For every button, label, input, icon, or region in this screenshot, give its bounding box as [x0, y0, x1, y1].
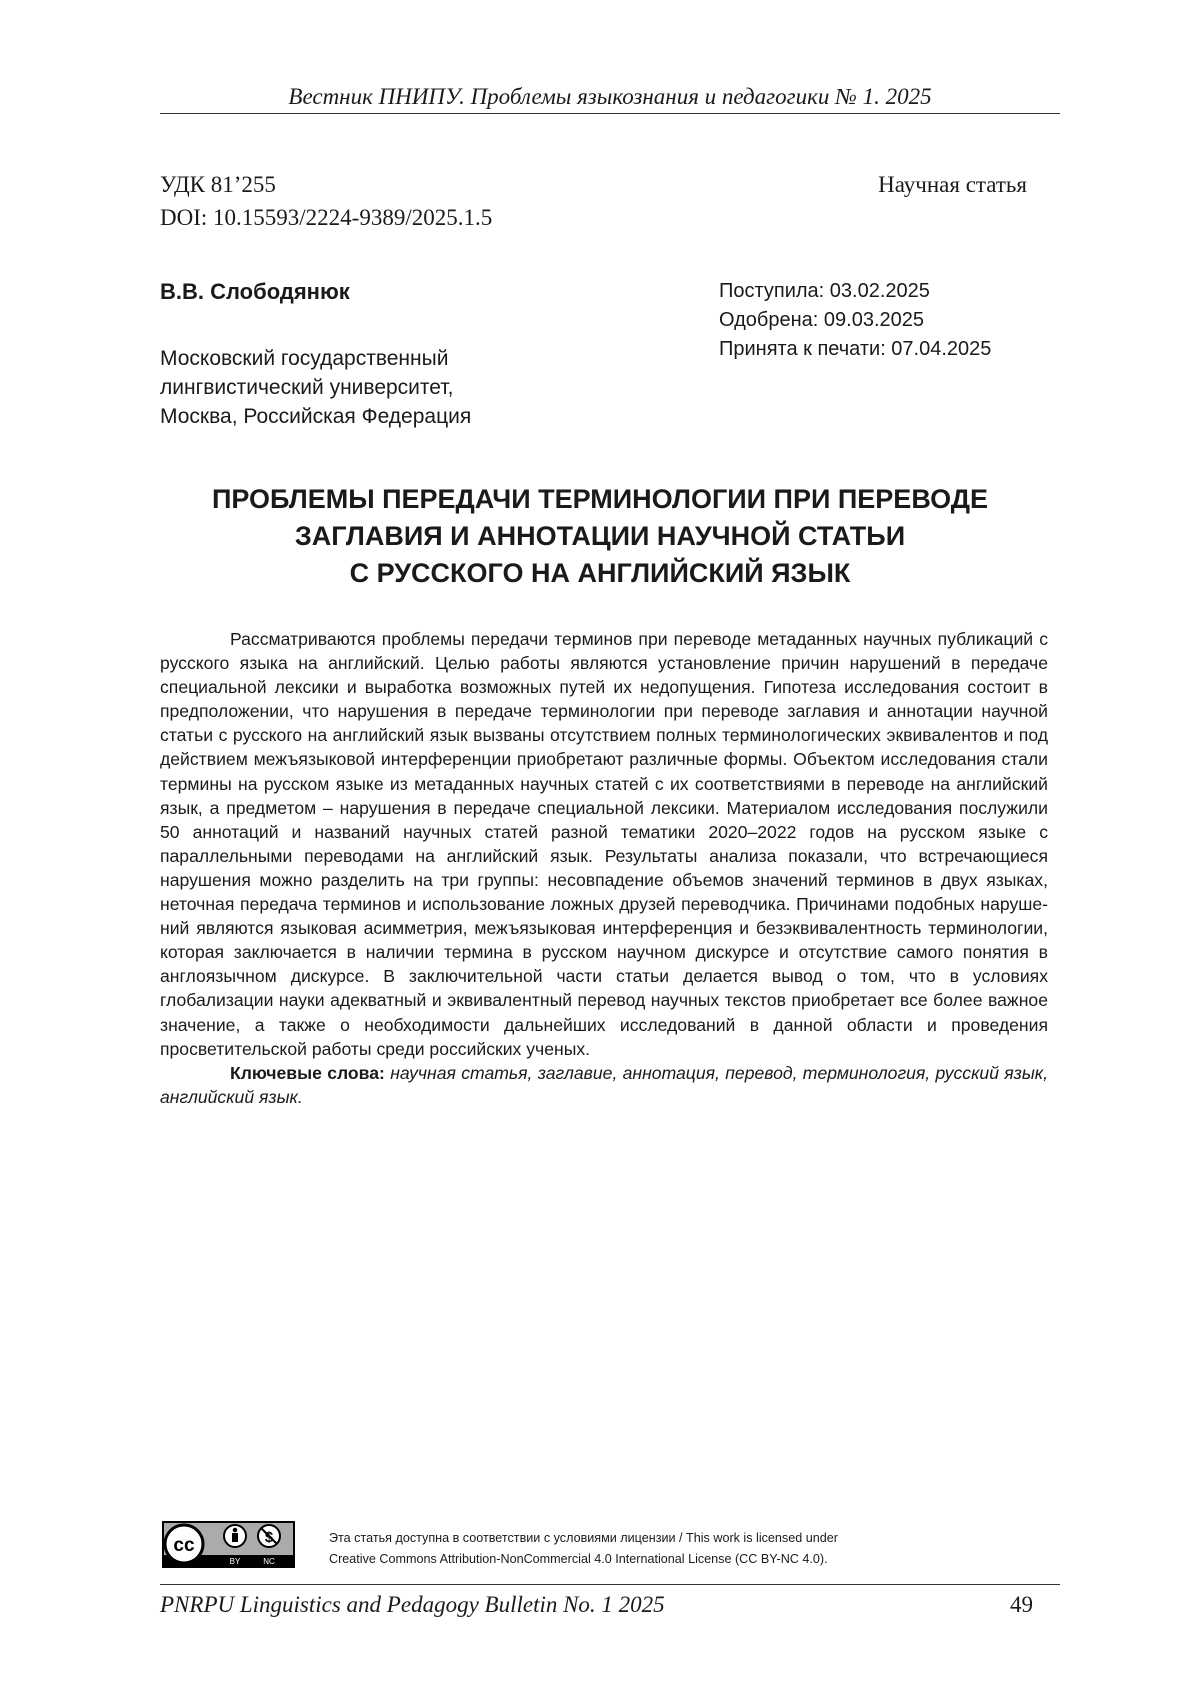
date-accepted: Принята к печати: 07.04.2025 — [719, 335, 991, 364]
header-rule — [160, 113, 1060, 114]
affiliation-line: лингвистический университет, — [160, 373, 471, 402]
running-head: Вестник ПНИПУ. Проблемы языкознания и педагогики № 1. 2025 — [160, 84, 1060, 110]
title-line: ПРОБЛЕМЫ ПЕРЕДАЧИ ТЕРМИНОЛОГИИ ПРИ ПЕРЕВОДЕ — [160, 481, 1040, 518]
cc-license-icon — [162, 1521, 295, 1568]
doi: DOI: 10.15593/2224-9389/2025.1.5 — [160, 205, 492, 231]
affiliation-line: Москва, Российская Федерация — [160, 402, 471, 431]
abstract-text: Рассматриваются проблемы передачи терминов при переводе метаданных научных пуб­ликаций с русского языка на английский. Целью работы являются установление причин наруше­ний в передаче специальной лексики и выработка возможных путей их недопущения. Гипотеза исследования состоит в предположении, что нарушения в передаче терминологии при переводе заглавия и аннотации научной статьи с русского на английский язык вызваны отсутствием полных терминологических эквивалентов и под действием межъязыковой интерференции приобретают различные формы. Объектом исследования стали термины на русском языке из метаданных научных статей с их соответствиями в переводе на английский язык, а предметом – нарушения в передаче специальной лексики. Материалом исследования послужили 50 аннотаций и названий научных статей разной тематики 2020–2022 годов на русском языке с параллельными перевода­ми на английский язык. Результаты анализа показали, что встречающиеся нарушения можно разделить на три группы: несовпадение объемов значений терминов в двух языках, неточная передача терминов и использование ложных друзей переводчика. Причинами подобных наруше­ний являются языковая асимметрия, межъязыковая интерференция и безэквивалентность тер­минологии, которая заключается в наличии термина в русском научном дискурсе и отсутствие самого понятия в англоязычном дискурсе. В заключительной части статьи делается вывод о том, что в условиях глобализации науки адекватный и эквивалентный перевод научных текстов при­обретает все более важное значение, а также о необходимости дальнейших исследований в данной области и проведения просветительской работы среди российских ученых. — [160, 627, 1048, 1061]
cc-by-nc-badge[interactable] — [162, 1521, 295, 1568]
title-line: ЗАГЛАВИЯ И АННОТАЦИИ НАУЧНОЙ СТАТЬИ — [160, 518, 1040, 555]
nc-label: NC — [263, 1557, 275, 1566]
keywords — [160, 1061, 1048, 1109]
by-label: BY — [230, 1557, 241, 1566]
footer-journal-title: PNRPU Linguistics and Pedagogy Bulletin No. 1 2025 — [160, 1592, 665, 1618]
svg-text:$: $ — [265, 1529, 274, 1546]
license-line[interactable]: Creative Commons Attribution-NonCommercial 4.0 International License (CC BY-NC 4.0). — [329, 1549, 838, 1570]
cc-glyph: cc — [173, 1535, 195, 1556]
date-approved: Одобрена: 09.03.2025 — [719, 306, 991, 335]
license-line: Эта статья доступна в соответствии с условиями лицензии / This work is licensed under — [329, 1528, 838, 1549]
affiliation-line: Московский государственный — [160, 344, 471, 373]
keywords-label: Ключевые слова: — [230, 1063, 385, 1083]
abstract — [160, 627, 1048, 1109]
udk-code: УДК 81’255 — [160, 172, 276, 198]
title-line: С РУССКОГО НА АНГЛИЙСКИЙ ЯЗЫК — [160, 555, 1040, 592]
article-type: Научная статья — [878, 172, 1027, 198]
author-name: В.В. Слободянюк — [160, 279, 350, 305]
footer-rule — [160, 1584, 1060, 1585]
keywords-list: научная статья, заглавие, аннотация, перевод, терминология, рус­ский язык, английский язык. — [160, 1063, 1048, 1107]
date-received: Поступила: 03.02.2025 — [719, 277, 991, 306]
license-notice — [329, 1528, 838, 1570]
publication-dates — [719, 277, 991, 364]
article-title — [160, 481, 1040, 592]
page-number: 49 — [1010, 1592, 1033, 1618]
author-affiliation — [160, 344, 471, 431]
